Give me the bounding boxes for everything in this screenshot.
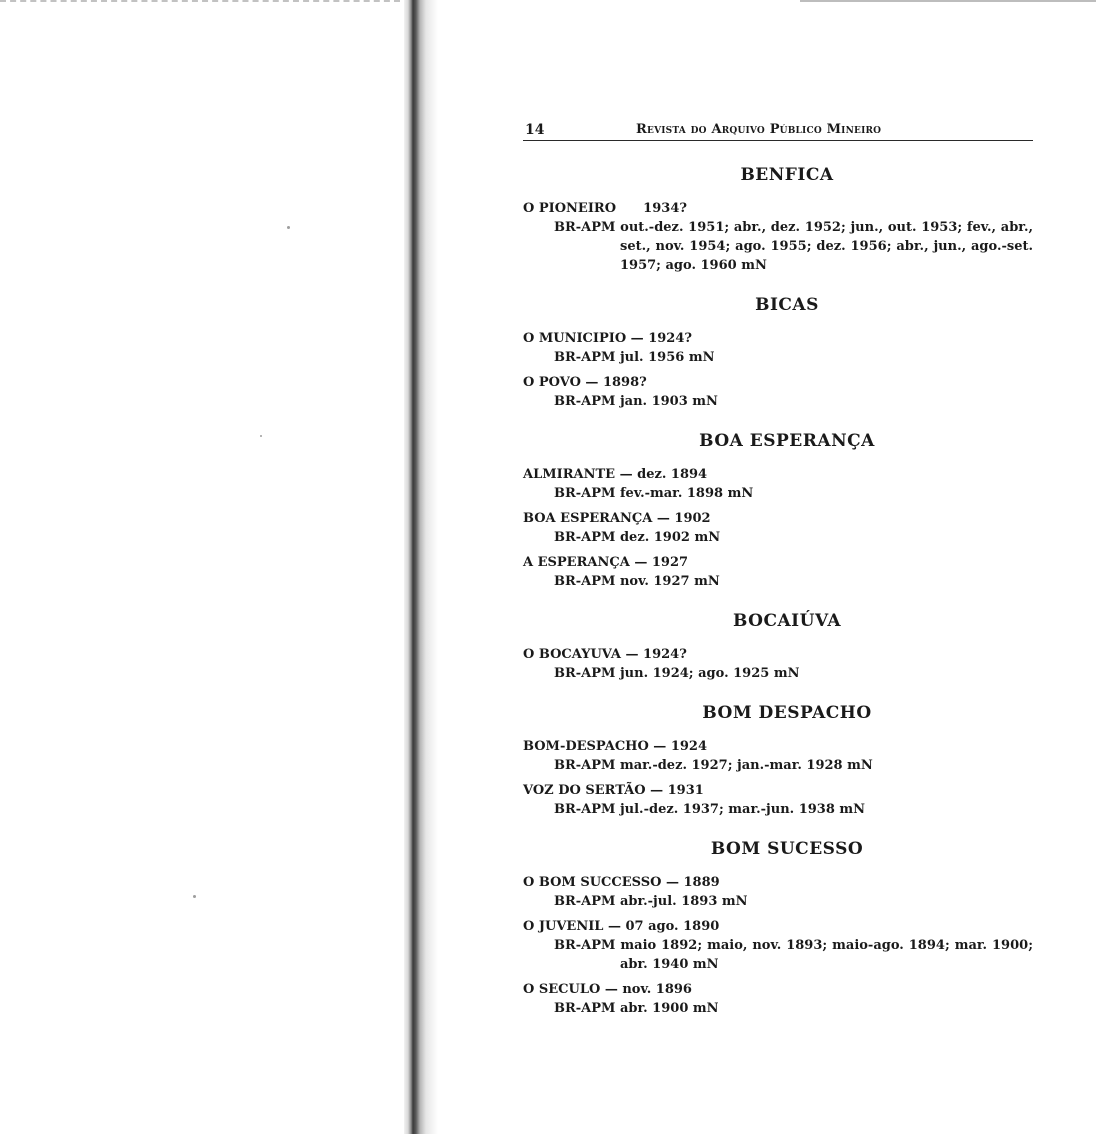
entry-holdings: BR-APM jul. 1956 mN [554, 350, 715, 365]
entry-holdings: BR-APM jul.-dez. 1937; mar.-jun. 1938 mN [554, 802, 866, 817]
paper-speck [193, 895, 196, 898]
paper-speck [260, 435, 262, 437]
journal-title: Revista do Arquivo Público Mineiro [636, 122, 882, 137]
list-item [523, 737, 1033, 775]
section-title-benfica: BENFICA [740, 165, 834, 185]
page-edge-right [800, 0, 1096, 2]
entry-title: O BOCAYUVA — 1924? [523, 647, 687, 662]
paper-speck [287, 226, 290, 229]
list-item [523, 553, 1033, 591]
section-title-bom-despacho: BOM DESPACHO [702, 703, 872, 723]
section-title-bom-sucesso: BOM SUCESSO [710, 839, 864, 859]
entry-title: O POVO — 1898? [523, 375, 647, 390]
list-item [523, 373, 1033, 411]
entry-title: BOM-DESPACHO — 1924 [523, 739, 708, 754]
entry-title: BOA ESPERANÇA — 1902 [523, 511, 711, 526]
list-item [523, 465, 1033, 503]
list-item [523, 645, 1033, 683]
entry-holdings: BR-APM abr.-jul. 1893 mN [554, 894, 748, 909]
section-title-bicas: BICAS [755, 295, 819, 315]
entry-title: VOZ DO SERTÃO — 1931 [523, 783, 704, 798]
entry-title: A ESPERANÇA — 1927 [523, 555, 689, 570]
document-page [523, 118, 1033, 1024]
list-item [523, 329, 1033, 367]
list-item [523, 917, 1033, 974]
entry-title: ALMIRANTE — dez. 1894 [523, 467, 708, 482]
list-item [523, 199, 1033, 275]
entry-title: O PIONEIRO 1934? [523, 201, 687, 216]
section-title-boa-esperanca: BOA ESPERANÇA [699, 431, 875, 451]
list-item [523, 873, 1033, 911]
entry-holdings: BR-APM abr. 1900 mN [554, 1001, 719, 1016]
entry-title: O BOM SUCCESSO — 1889 [523, 875, 720, 890]
page-number: 14 [525, 122, 545, 138]
entry-holdings: BR-APM nov. 1927 mN [554, 574, 720, 589]
entry-holdings: BR-APM dez. 1902 mN [554, 530, 721, 545]
list-item [523, 781, 1033, 819]
entry-title: O JUVENIL — 07 ago. 1890 [523, 919, 720, 934]
page-edge-left [0, 0, 400, 6]
entry-holdings: BR-APM mar.-dez. 1927; jan.-mar. 1928 mN [554, 758, 873, 773]
book-gutter [404, 0, 438, 1134]
entry-holdings: BR-APM out.-dez. 1951; abr., dez. 1952; jun., out. 1953; fev., abr., set., nov. 1954; ago. 1955; dez. 1956; abr., jun., ago.-set. 1957; ago. 1960 mN [554, 220, 1033, 273]
section-title-bocaiuva: BOCAIÚVA [732, 611, 842, 631]
running-head [523, 118, 1033, 141]
entry-holdings: BR-APM fev.-mar. 1898 mN [554, 486, 754, 501]
entry-title: O SECULO — nov. 1896 [523, 982, 692, 997]
entry-holdings: BR-APM maio 1892; maio, nov. 1893; maio-ago. 1894; mar. 1900; abr. 1940 mN [554, 938, 1033, 972]
entry-holdings: BR-APM jan. 1903 mN [554, 394, 718, 409]
entry-title: O MUNICIPIO — 1924? [523, 331, 692, 346]
list-item [523, 509, 1033, 547]
entry-holdings: BR-APM jun. 1924; ago. 1925 mN [554, 666, 800, 681]
list-item [523, 980, 1033, 1018]
